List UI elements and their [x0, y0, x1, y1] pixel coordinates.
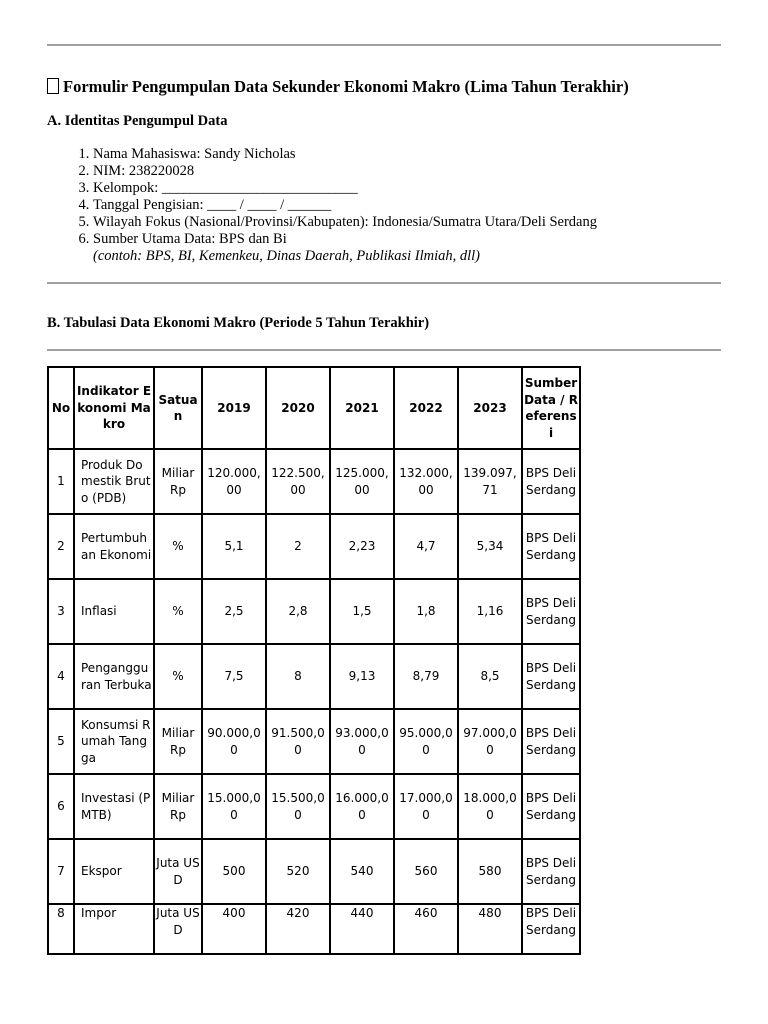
cell-unit: Juta USD — [154, 904, 202, 954]
identity-item-source: 6. Sumber Utama Data: BPS dan Bi (contoh: BPS, BI, Kemenkeu, Dinas Daerah, Publikasi Ilmiah, dll) — [93, 231, 597, 265]
header-2020: 2020 — [266, 367, 330, 449]
header-2022: 2022 — [394, 367, 458, 449]
cell-2023: 5,34 — [458, 514, 522, 579]
cell-2019: 15.000,00 — [202, 774, 266, 839]
cell-unit: % — [154, 514, 202, 579]
cell-2022: 560 — [394, 839, 458, 904]
document-icon — [47, 78, 59, 94]
cell-unit: Juta USD — [154, 839, 202, 904]
cell-2019: 120.000,00 — [202, 449, 266, 514]
cell-2022: 8,79 — [394, 644, 458, 709]
cell-2023: 8,5 — [458, 644, 522, 709]
top-divider — [47, 44, 721, 46]
section-b-heading: B. Tabulasi Data Ekonomi Makro (Periode 5 Tahun Terakhir) — [47, 315, 430, 331]
cell-indicator: Konsumsi Rumah Tangga — [74, 709, 154, 774]
cell-2023: 139.097,71 — [458, 449, 522, 514]
cell-2020: 2 — [266, 514, 330, 579]
cell-2020: 420 — [266, 904, 330, 954]
cell-2019: 500 — [202, 839, 266, 904]
identity-item-name: 1. Nama Mahasiswa: Sandy Nicholas — [93, 146, 597, 163]
cell-no: 3 — [48, 579, 74, 644]
cell-2021: 2,23 — [330, 514, 394, 579]
cell-2023: 1,16 — [458, 579, 522, 644]
cell-unit: Miliar Rp — [154, 449, 202, 514]
cell-2022: 17.000,00 — [394, 774, 458, 839]
cell-indicator: Produk Domestik Bruto (PDB) — [74, 449, 154, 514]
cell-2020: 15.500,00 — [266, 774, 330, 839]
cell-unit: Miliar Rp — [154, 774, 202, 839]
cell-2019: 2,5 — [202, 579, 266, 644]
header-2023: 2023 — [458, 367, 522, 449]
cell-2023: 18.000,00 — [458, 774, 522, 839]
cell-no: 5 — [48, 709, 74, 774]
cell-indicator: Pertumbuhan Ekonomi — [74, 514, 154, 579]
cell-2020: 2,8 — [266, 579, 330, 644]
header-unit: Satuan — [154, 367, 202, 449]
table-row — [48, 839, 580, 904]
table-row — [48, 644, 580, 709]
table-row — [48, 709, 580, 774]
cell-2021: 16.000,00 — [330, 774, 394, 839]
identity-item-date: 4. Tanggal Pengisian: ____ / ____ / ______ — [93, 197, 597, 214]
header-no: No — [48, 367, 74, 449]
cell-2022: 4,7 — [394, 514, 458, 579]
cell-2021: 125.000,00 — [330, 449, 394, 514]
identity-item-region: 5. Wilayah Fokus (Nasional/Provinsi/Kabupaten): Indonesia/Sumatra Utara/Deli Serdang — [93, 214, 597, 231]
middle-divider — [47, 282, 721, 284]
cell-no: 6 — [48, 774, 74, 839]
cell-indicator: Inflasi — [74, 579, 154, 644]
form-title — [47, 77, 629, 97]
cell-2020: 520 — [266, 839, 330, 904]
cell-source: BPS Deli Serdang — [522, 514, 580, 579]
cell-no: 4 — [48, 644, 74, 709]
cell-2020: 91.500,00 — [266, 709, 330, 774]
macro-data-table — [47, 366, 581, 955]
header-2019: 2019 — [202, 367, 266, 449]
header-source: Sumber Data / Referensi — [522, 367, 580, 449]
cell-2023: 480 — [458, 904, 522, 954]
cell-source — [522, 904, 580, 954]
header-indicator: Indikator Ekonomi Makro — [74, 367, 154, 449]
cell-source: BPS Deli Serdang — [522, 774, 580, 839]
identity-item-nim: 2. NIM: 238220028 — [93, 163, 597, 180]
cell-2022: 460 — [394, 904, 458, 954]
cell-indicator: Ekspor — [74, 839, 154, 904]
section-a-heading: A. Identitas Pengumpul Data — [47, 113, 228, 129]
cell-2019: 400 — [202, 904, 266, 954]
cell-2019: 5,1 — [202, 514, 266, 579]
table-row — [48, 904, 580, 954]
cell-2021: 9,13 — [330, 644, 394, 709]
cell-2019: 7,5 — [202, 644, 266, 709]
cell-2022: 95.000,00 — [394, 709, 458, 774]
table-divider — [47, 349, 721, 351]
cell-2020: 122.500,00 — [266, 449, 330, 514]
form-title-text: Formulir Pengumpulan Data Sekunder Ekonomi Makro (Lima Tahun Terakhir) — [63, 77, 629, 96]
table-header-row — [48, 367, 580, 449]
header-2021: 2021 — [330, 367, 394, 449]
cell-source: BPS Deli Serdang — [522, 449, 580, 514]
cell-2021: 93.000,00 — [330, 709, 394, 774]
cell-indicator: Impor — [74, 904, 154, 954]
source-example-note: (contoh: BPS, BI, Kemenkeu, Dinas Daerah, Publikasi Ilmiah, dll) — [93, 248, 480, 264]
cell-indicator: Investasi (PMTB) — [74, 774, 154, 839]
identity-list — [47, 146, 597, 265]
cell-unit: Miliar Rp — [154, 709, 202, 774]
cell-2021: 540 — [330, 839, 394, 904]
cell-2020: 8 — [266, 644, 330, 709]
cell-2022: 132.000,00 — [394, 449, 458, 514]
cell-2021: 1,5 — [330, 579, 394, 644]
cell-2023: 580 — [458, 839, 522, 904]
cell-no: 8 — [48, 904, 74, 954]
cell-indicator: Pengangguran Terbuka — [74, 644, 154, 709]
cell-source-text: BPS Deli Serdang — [525, 906, 577, 937]
cell-no: 7 — [48, 839, 74, 904]
cell-2021: 440 — [330, 904, 394, 954]
cell-no: 1 — [48, 449, 74, 514]
cell-source: BPS Deli Serdang — [522, 644, 580, 709]
cell-source: BPS Deli Serdang — [522, 839, 580, 904]
cell-unit: % — [154, 579, 202, 644]
identity-item-group: 3. Kelompok: ___________________________ — [93, 180, 597, 197]
table-row — [48, 514, 580, 579]
cell-source: BPS Deli Serdang — [522, 579, 580, 644]
table-row — [48, 579, 580, 644]
cell-source: BPS Deli Serdang — [522, 709, 580, 774]
cell-2019: 90.000,00 — [202, 709, 266, 774]
cell-2023: 97.000,00 — [458, 709, 522, 774]
table-row — [48, 449, 580, 514]
table-row — [48, 774, 580, 839]
cell-2022: 1,8 — [394, 579, 458, 644]
cell-no: 2 — [48, 514, 74, 579]
cell-unit: % — [154, 644, 202, 709]
